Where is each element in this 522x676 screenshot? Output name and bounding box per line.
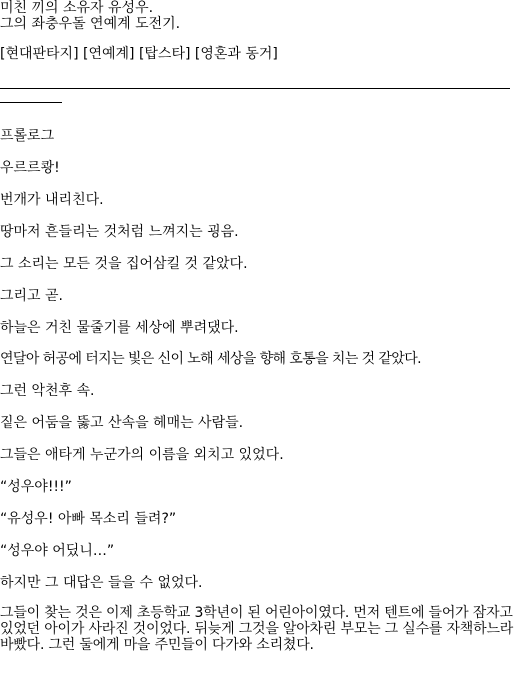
intro-line-1: 미친 끼의 소유자 유성우. xyxy=(0,0,154,16)
divider-line xyxy=(0,88,510,89)
genre-tags: [현대판타지] [연예계] [탑스타] [영혼과 동거] xyxy=(0,46,278,62)
paragraph: 그 소리는 모든 것을 집어삼킬 것 같았다. xyxy=(0,256,248,272)
dialogue-line: “성우야!!!” xyxy=(0,479,72,495)
divider-line-short xyxy=(0,102,62,103)
intro-line-2: 그의 좌충우돌 연예계 도전기. xyxy=(0,16,181,32)
paragraph: 번개가 내리친다. xyxy=(0,192,104,208)
paragraph: 그런 악천후 속. xyxy=(0,383,95,399)
paragraph: 하늘은 거친 물줄기를 세상에 뿌려댔다. xyxy=(0,320,239,336)
paragraph: 짙은 어둠을 뚫고 산속을 헤매는 사람들. xyxy=(0,415,244,431)
paragraph: 그들은 애타게 누군가의 이름을 외치고 있었다. xyxy=(0,447,284,463)
paragraph: 그들이 찾는 것은 이제 초등학교 3학년이 된 어린아이였다. 먼저 텐트에 들어가 잠자고 있었던 아이가 사라진 것이었다. 뒤늦게 그것을 알아차린 부모는 그 실수를 자책하느라 바빴다. 그런 둘에게 마을 주민들이 다가와 소리쳤다. xyxy=(0,605,514,653)
paragraph: 연달아 허공에 터지는 빛은 신이 노해 세상을 향해 호통을 치는 것 같았다. xyxy=(0,351,421,367)
chapter-title: 프롤로그 xyxy=(0,128,55,144)
paragraph: 그리고 곧. xyxy=(0,288,63,304)
paragraph: 우르르쾅! xyxy=(0,160,60,176)
paragraph: 땅마저 흔들리는 것처럼 느껴지는 굉음. xyxy=(0,224,239,240)
dialogue-line: “성우야 어딨니…” xyxy=(0,543,115,559)
paragraph: 하지만 그 대답은 들을 수 없었다. xyxy=(0,575,203,591)
dialogue-line: “유성우! 아빠 목소리 들려?” xyxy=(0,511,177,527)
